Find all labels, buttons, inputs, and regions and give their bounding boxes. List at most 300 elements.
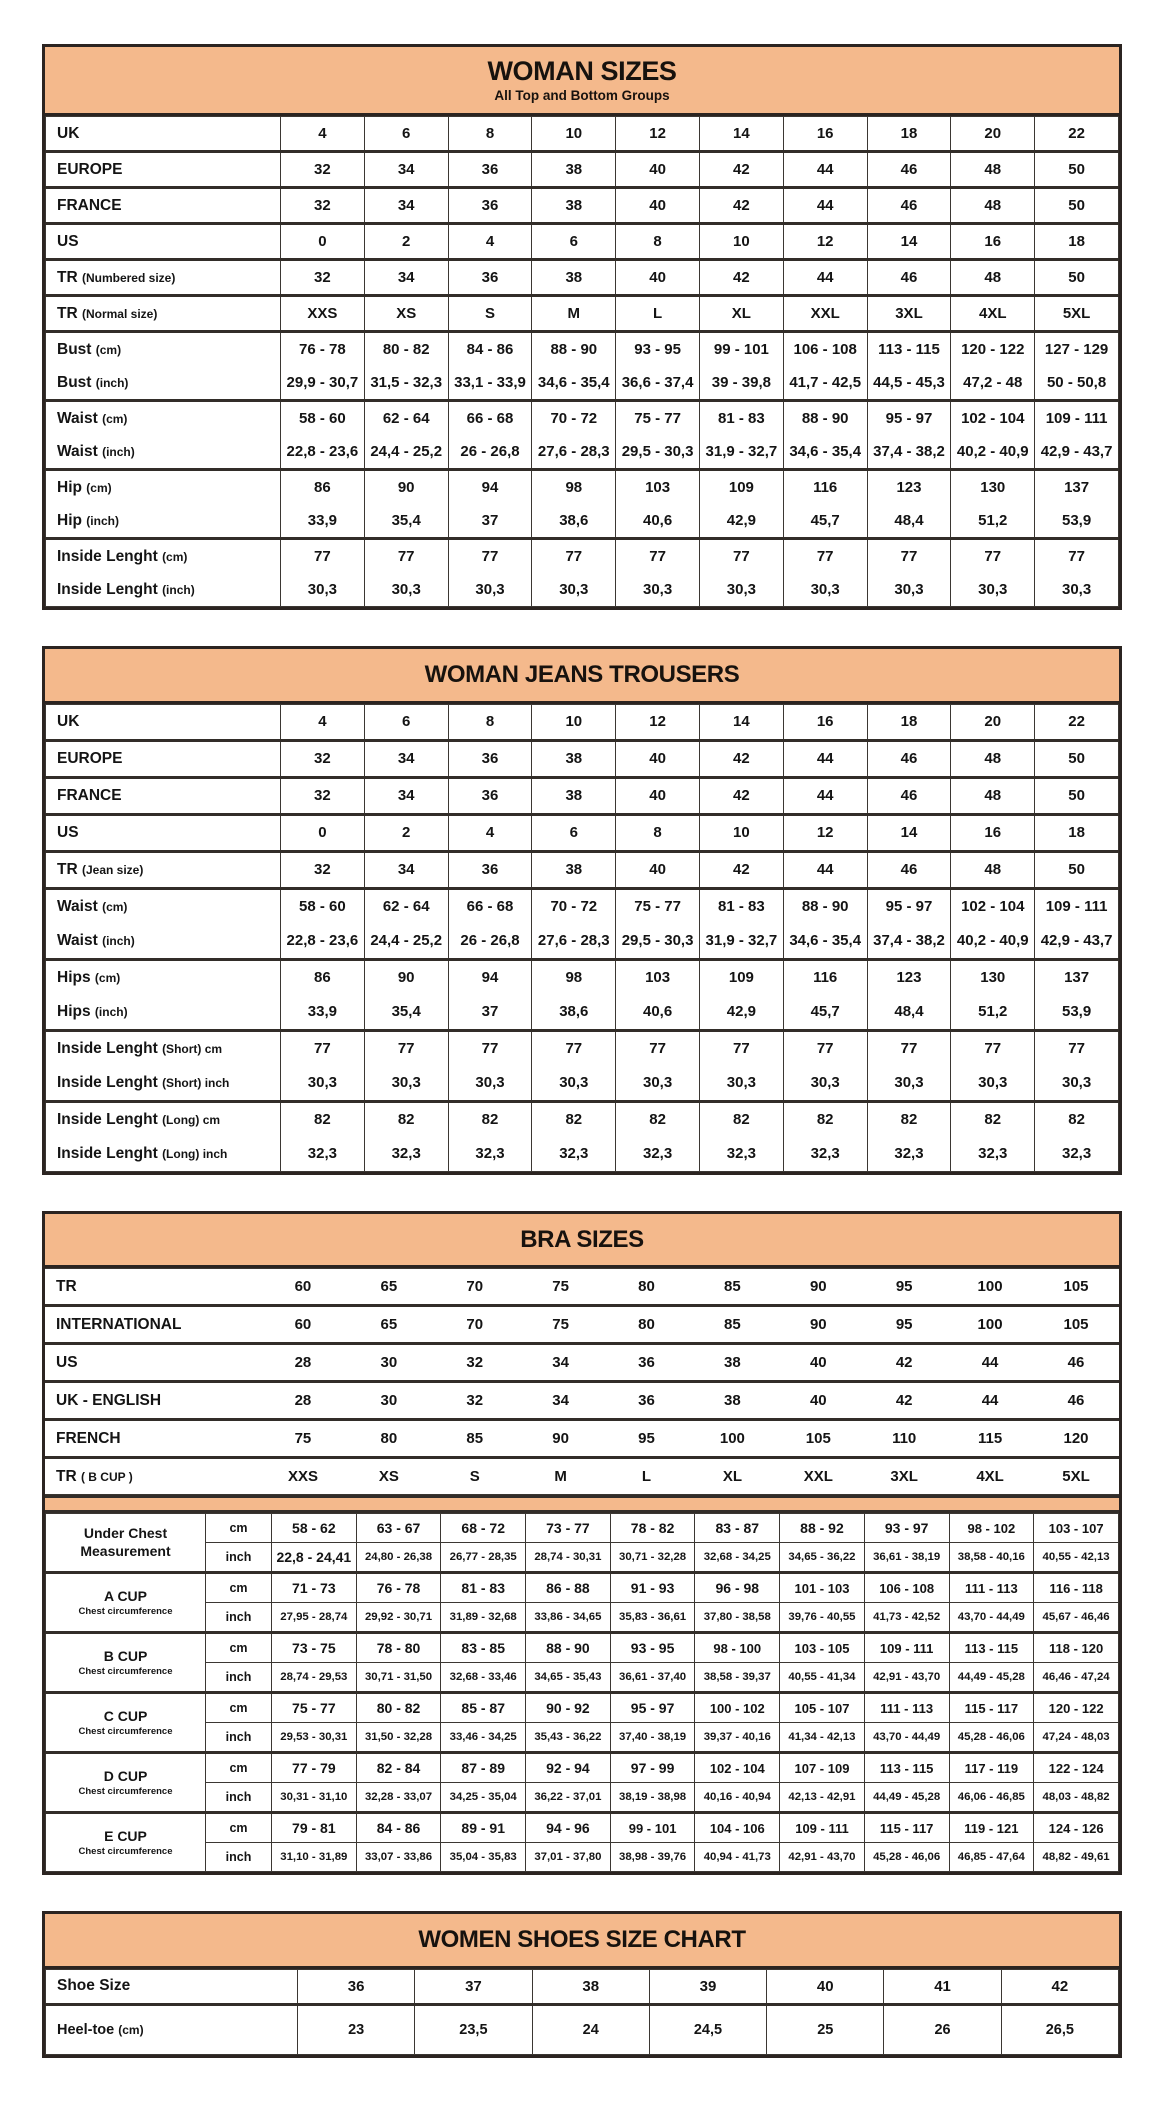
value-cell: 41,34 - 42,13 (780, 1723, 865, 1753)
value-cell: 77 (364, 1030, 448, 1066)
value-cell: 32,3 (281, 1137, 365, 1172)
value-cell: 78 - 80 (356, 1633, 441, 1663)
value-cell: 18 (1035, 224, 1119, 260)
value-cell: 94 (448, 470, 532, 505)
value-cell: 82 (867, 1101, 951, 1137)
value-cell: 48,03 - 48,82 (1034, 1783, 1119, 1813)
value-cell: 3XL (861, 1458, 947, 1495)
value-cell: 43,70 - 44,49 (864, 1723, 949, 1753)
value-cell: 111 - 113 (949, 1573, 1034, 1603)
value-cell: 36 (448, 188, 532, 224)
value-cell: 44,49 - 45,28 (949, 1663, 1034, 1693)
value-cell: 44 (783, 851, 867, 888)
value-cell: 16 (783, 117, 867, 152)
value-cell: 46 (867, 188, 951, 224)
row-label-cell: Waist (inch) (46, 924, 281, 960)
value-cell: 130 (951, 959, 1035, 995)
row-label-cell: FRANCE (46, 188, 281, 224)
value-cell: 78 - 82 (610, 1514, 695, 1543)
value-cell: 36 (604, 1344, 690, 1382)
value-cell: 42,91 - 43,70 (780, 1843, 865, 1872)
value-cell: 100 - 102 (695, 1693, 780, 1723)
value-cell: 32,28 - 33,07 (356, 1783, 441, 1813)
value-cell: 36 (448, 260, 532, 296)
value-cell: 119 - 121 (949, 1813, 1034, 1843)
value-cell: XL (699, 296, 783, 332)
unit-cell: cm (206, 1753, 272, 1783)
woman-sizes-title: WOMAN SIZES (487, 56, 677, 86)
unit-cell: cm (206, 1693, 272, 1723)
row-label-cell: US (45, 1344, 260, 1382)
value-cell: 77 (1035, 539, 1119, 574)
value-cell: 38,19 - 38,98 (610, 1783, 695, 1813)
value-cell: 30,71 - 31,50 (356, 1663, 441, 1693)
value-cell: 101 - 103 (780, 1573, 865, 1603)
value-cell: 38,6 (532, 504, 616, 539)
value-cell: 77 (699, 1030, 783, 1066)
value-cell: 36,6 - 37,4 (616, 366, 700, 401)
row-label-cell: TR ( B CUP ) (45, 1458, 260, 1495)
value-cell: 38 (689, 1382, 775, 1420)
value-cell: 0 (281, 224, 365, 260)
value-cell: 40,6 (616, 995, 700, 1031)
value-cell: 40,6 (616, 504, 700, 539)
value-cell: 39,37 - 40,16 (695, 1723, 780, 1753)
value-cell: 115 - 117 (949, 1693, 1034, 1723)
value-cell: 91 - 93 (610, 1573, 695, 1603)
value-cell: 12 (616, 117, 700, 152)
value-cell: 85 - 87 (441, 1693, 526, 1723)
value-cell: 30,3 (783, 573, 867, 607)
value-cell: 12 (783, 814, 867, 851)
value-cell: 30 (346, 1344, 432, 1382)
value-cell: 40,55 - 41,34 (780, 1663, 865, 1693)
value-cell: 38,58 - 40,16 (949, 1543, 1034, 1573)
value-cell: 80 (604, 1269, 690, 1306)
value-cell: 45,28 - 46,06 (864, 1843, 949, 1872)
value-cell: 27,95 - 28,74 (272, 1603, 357, 1633)
value-cell: 40 (767, 1969, 884, 2004)
value-cell: 8 (616, 814, 700, 851)
value-cell: 77 (281, 1030, 365, 1066)
value-cell: 82 (532, 1101, 616, 1137)
value-cell: 120 - 122 (951, 332, 1035, 367)
value-cell: 22 (1035, 117, 1119, 152)
value-cell: 29,53 - 30,31 (272, 1723, 357, 1753)
value-cell: 34 (364, 152, 448, 188)
value-cell: 36 (448, 777, 532, 814)
value-cell: 6 (532, 224, 616, 260)
value-cell: 48,4 (867, 504, 951, 539)
row-label-cell: US (46, 814, 281, 851)
value-cell: 109 - 111 (780, 1813, 865, 1843)
bra-sizes-title: BRA SIZES (520, 1225, 644, 1253)
value-cell: 12 (616, 704, 700, 740)
value-cell: 103 - 105 (780, 1633, 865, 1663)
value-cell: 58 - 60 (281, 401, 365, 436)
value-cell: 12 (783, 224, 867, 260)
value-cell: 32 (281, 777, 365, 814)
value-cell: 41,73 - 42,52 (864, 1603, 949, 1633)
row-label-cell: EUROPE (46, 152, 281, 188)
row-label-cell: UK (46, 117, 281, 152)
value-cell: 95 - 97 (610, 1693, 695, 1723)
value-cell: 90 (364, 470, 448, 505)
value-cell: 4XL (951, 296, 1035, 332)
value-cell: 77 (616, 539, 700, 574)
value-cell: 83 - 87 (695, 1514, 780, 1543)
row-label-cell: Inside Lenght (Long) cm (46, 1101, 281, 1137)
value-cell: 50 (1035, 188, 1119, 224)
value-cell: 118 - 120 (1034, 1633, 1119, 1663)
value-cell: 32,68 - 33,46 (441, 1663, 526, 1693)
value-cell: 76 - 78 (356, 1573, 441, 1603)
row-label-cell: Inside Lenght (cm) (46, 539, 281, 574)
value-cell: 38 (532, 740, 616, 777)
bra-sizes-grid (45, 1268, 1119, 1495)
unit-cell: inch (206, 1783, 272, 1813)
unit-cell: inch (206, 1723, 272, 1753)
value-cell: 60 (260, 1306, 346, 1344)
value-cell: 100 (947, 1306, 1033, 1344)
value-cell: 116 - 118 (1034, 1573, 1119, 1603)
value-cell: 98 - 100 (695, 1633, 780, 1663)
value-cell: XXS (281, 296, 365, 332)
value-cell: 32,3 (783, 1137, 867, 1172)
value-cell: 68 - 72 (441, 1514, 526, 1543)
value-cell: 90 (518, 1420, 604, 1458)
value-cell: 50 (1035, 740, 1119, 777)
value-cell: 88 - 90 (783, 888, 867, 924)
value-cell: 38,98 - 39,76 (610, 1843, 695, 1872)
value-cell: 103 - 107 (1034, 1514, 1119, 1543)
value-cell: 65 (346, 1269, 432, 1306)
value-cell: 111 - 113 (864, 1693, 949, 1723)
value-cell: 73 - 75 (272, 1633, 357, 1663)
value-cell: 24,5 (649, 2004, 766, 2054)
value-cell: 8 (448, 704, 532, 740)
value-cell: 22 (1035, 704, 1119, 740)
value-cell: 34,6 - 35,4 (783, 924, 867, 960)
value-cell: 35,4 (364, 995, 448, 1031)
woman-sizes-table (42, 44, 1122, 610)
value-cell: 105 (775, 1420, 861, 1458)
value-cell: 113 - 115 (867, 332, 951, 367)
unit-cell: inch (206, 1843, 272, 1872)
value-cell: 38 (532, 1969, 649, 2004)
value-cell: 98 (532, 470, 616, 505)
value-cell: 6 (364, 117, 448, 152)
value-cell: 82 (364, 1101, 448, 1137)
value-cell: 16 (951, 224, 1035, 260)
value-cell: 109 - 111 (864, 1633, 949, 1663)
value-cell: 33,1 - 33,9 (448, 366, 532, 401)
value-cell: 34 (518, 1344, 604, 1382)
value-cell: 46 (867, 851, 951, 888)
value-cell: 109 (699, 470, 783, 505)
value-cell: 30,71 - 32,28 (610, 1543, 695, 1573)
value-cell: 45,7 (783, 995, 867, 1031)
value-cell: 3XL (867, 296, 951, 332)
value-cell: 22,8 - 24,41 (272, 1543, 357, 1573)
value-cell: 98 - 102 (949, 1514, 1034, 1543)
value-cell: 88 - 90 (532, 332, 616, 367)
row-label-cell: Heel-toe (cm) (46, 2004, 298, 2054)
value-cell: 115 - 117 (864, 1813, 949, 1843)
value-cell: XS (364, 296, 448, 332)
value-cell: 110 (861, 1420, 947, 1458)
row-label-cell: TR (Numbered size) (46, 260, 281, 296)
value-cell: 26 - 26,8 (448, 435, 532, 470)
value-cell: 23,5 (415, 2004, 532, 2054)
value-cell: 42,9 - 43,7 (1035, 435, 1119, 470)
value-cell: 103 (616, 959, 700, 995)
jeans-trousers-grid (45, 704, 1119, 1172)
row-label-cell: Hips (cm) (46, 959, 281, 995)
cup-label-cell: A CUP Chest circumference (46, 1573, 206, 1633)
unit-cell: cm (206, 1573, 272, 1603)
value-cell: 36,61 - 38,19 (864, 1543, 949, 1573)
value-cell: 37,01 - 37,80 (526, 1843, 611, 1872)
value-cell: 42,91 - 43,70 (864, 1663, 949, 1693)
value-cell: 97 - 99 (610, 1753, 695, 1783)
value-cell: 38 (532, 188, 616, 224)
row-label-cell: Bust (cm) (46, 332, 281, 367)
value-cell: 28 (260, 1382, 346, 1420)
value-cell: 24,80 - 26,38 (356, 1543, 441, 1573)
value-cell: 38,58 - 39,37 (695, 1663, 780, 1693)
value-cell: 116 (783, 959, 867, 995)
value-cell: 90 - 92 (526, 1693, 611, 1723)
value-cell: 46 (867, 152, 951, 188)
value-cell: 18 (1035, 814, 1119, 851)
value-cell: 14 (867, 814, 951, 851)
value-cell: 81 - 83 (699, 888, 783, 924)
value-cell: 77 (867, 1030, 951, 1066)
row-label-cell: INTERNATIONAL (45, 1306, 260, 1344)
value-cell: 32,3 (532, 1137, 616, 1172)
row-label-cell: US (46, 224, 281, 260)
bra-sizes-header (45, 1214, 1119, 1269)
value-cell: 75 (260, 1420, 346, 1458)
value-cell: 130 (951, 470, 1035, 505)
value-cell: 32,3 (951, 1137, 1035, 1172)
value-cell: 123 (867, 959, 951, 995)
value-cell: 77 (281, 539, 365, 574)
value-cell: 82 (616, 1101, 700, 1137)
shoes-size-header (45, 1914, 1119, 1969)
value-cell: 38 (689, 1344, 775, 1382)
value-cell: 38,6 (532, 995, 616, 1031)
value-cell: 102 - 104 (951, 401, 1035, 436)
value-cell: 94 - 96 (526, 1813, 611, 1843)
value-cell: 32 (281, 188, 365, 224)
value-cell: 77 (532, 539, 616, 574)
value-cell: 113 - 115 (949, 1633, 1034, 1663)
value-cell: 117 - 119 (949, 1753, 1034, 1783)
value-cell: 39,76 - 40,55 (780, 1603, 865, 1633)
value-cell: 36 (604, 1382, 690, 1420)
value-cell: 32 (432, 1382, 518, 1420)
unit-cell: cm (206, 1633, 272, 1663)
value-cell: 32 (281, 851, 365, 888)
value-cell: 82 (448, 1101, 532, 1137)
value-cell: 32,68 - 34,25 (695, 1543, 780, 1573)
value-cell: 75 - 77 (272, 1693, 357, 1723)
value-cell: 82 (783, 1101, 867, 1137)
row-label-cell: TR (Normal size) (46, 296, 281, 332)
value-cell: 29,9 - 30,7 (281, 366, 365, 401)
value-cell: 31,89 - 32,68 (441, 1603, 526, 1633)
value-cell: 35,04 - 35,83 (441, 1843, 526, 1872)
value-cell: XXL (783, 296, 867, 332)
value-cell: 32 (281, 740, 365, 777)
value-cell: 40 (616, 740, 700, 777)
row-label-cell: Hips (inch) (46, 995, 281, 1031)
value-cell: 70 - 72 (532, 401, 616, 436)
value-cell: 77 (783, 1030, 867, 1066)
value-cell: 34 (364, 260, 448, 296)
value-cell: 77 (364, 539, 448, 574)
row-label-cell: FRANCE (46, 777, 281, 814)
value-cell: 109 - 111 (1035, 401, 1119, 436)
value-cell: 34,65 - 35,43 (526, 1663, 611, 1693)
value-cell: 107 - 109 (780, 1753, 865, 1783)
value-cell: 48 (951, 188, 1035, 224)
value-cell: 8 (448, 117, 532, 152)
value-cell: 30,3 (448, 1066, 532, 1102)
value-cell: 30,3 (281, 573, 365, 607)
value-cell: 29,92 - 30,71 (356, 1603, 441, 1633)
value-cell: 50 - 50,8 (1035, 366, 1119, 401)
value-cell: 26,77 - 28,35 (441, 1543, 526, 1573)
value-cell: 77 (1035, 1030, 1119, 1066)
value-cell: 28 (260, 1344, 346, 1382)
value-cell: 18 (867, 117, 951, 152)
value-cell: 32,3 (699, 1137, 783, 1172)
value-cell: 76 - 78 (281, 332, 365, 367)
value-cell: 0 (281, 814, 365, 851)
value-cell: 24,4 - 25,2 (364, 435, 448, 470)
value-cell: 82 (281, 1101, 365, 1137)
value-cell: 51,2 (951, 504, 1035, 539)
value-cell: 40 (616, 260, 700, 296)
value-cell: 34,25 - 35,04 (441, 1783, 526, 1813)
value-cell: 32,3 (1035, 1137, 1119, 1172)
row-label-cell: UK - ENGLISH (45, 1382, 260, 1420)
value-cell: 84 - 86 (356, 1813, 441, 1843)
value-cell: 73 - 77 (526, 1514, 611, 1543)
row-label-cell: TR (Jean size) (46, 851, 281, 888)
value-cell: 34 (364, 740, 448, 777)
value-cell: 82 (951, 1101, 1035, 1137)
value-cell: 4XL (947, 1458, 1033, 1495)
value-cell: 82 (1035, 1101, 1119, 1137)
value-cell: 124 - 126 (1034, 1813, 1119, 1843)
value-cell: 26 - 26,8 (448, 924, 532, 960)
value-cell: 63 - 67 (356, 1514, 441, 1543)
value-cell: 81 - 83 (441, 1573, 526, 1603)
value-cell: 58 - 62 (272, 1514, 357, 1543)
value-cell: 77 (867, 539, 951, 574)
value-cell: 32,3 (448, 1137, 532, 1172)
bra-sizes-table (42, 1211, 1122, 1876)
row-label-cell: EUROPE (46, 740, 281, 777)
value-cell: 5XL (1033, 1458, 1119, 1495)
value-cell: 39 (649, 1969, 766, 2004)
value-cell: 53,9 (1035, 995, 1119, 1031)
value-cell: 37,4 - 38,2 (867, 924, 951, 960)
unit-cell: cm (206, 1514, 272, 1543)
value-cell: 2 (364, 224, 448, 260)
value-cell: 43,70 - 44,49 (949, 1603, 1034, 1633)
value-cell: 62 - 64 (364, 401, 448, 436)
value-cell: 87 - 89 (441, 1753, 526, 1783)
value-cell: 46,06 - 46,85 (949, 1783, 1034, 1813)
value-cell: 50 (1035, 152, 1119, 188)
value-cell: 86 - 88 (526, 1573, 611, 1603)
value-cell: 37 (415, 1969, 532, 2004)
value-cell: 30,3 (1035, 1066, 1119, 1102)
value-cell: 45,28 - 46,06 (949, 1723, 1034, 1753)
value-cell: XXS (260, 1458, 346, 1495)
value-cell: 37 (448, 995, 532, 1031)
value-cell: 36 (448, 152, 532, 188)
value-cell: 80 - 82 (364, 332, 448, 367)
value-cell: 22,8 - 23,6 (281, 435, 365, 470)
value-cell: 102 - 104 (695, 1753, 780, 1783)
value-cell: 116 (783, 470, 867, 505)
jeans-trousers-header (45, 649, 1119, 704)
value-cell: 46 (867, 260, 951, 296)
value-cell: 14 (699, 704, 783, 740)
value-cell: 75 (518, 1306, 604, 1344)
value-cell: 95 (604, 1420, 690, 1458)
value-cell: 4 (448, 814, 532, 851)
value-cell: 40,2 - 40,9 (951, 924, 1035, 960)
value-cell: 70 (432, 1269, 518, 1306)
value-cell: 40,55 - 42,13 (1034, 1543, 1119, 1573)
value-cell: 42 (861, 1382, 947, 1420)
value-cell: 29,5 - 30,3 (616, 435, 700, 470)
value-cell: 37 (448, 504, 532, 539)
value-cell: 30,3 (867, 573, 951, 607)
value-cell: 44 (783, 777, 867, 814)
value-cell: 37,40 - 38,19 (610, 1723, 695, 1753)
value-cell: 48 (951, 740, 1035, 777)
value-cell: 26 (884, 2004, 1001, 2054)
value-cell: 40,94 - 41,73 (695, 1843, 780, 1872)
value-cell: 122 - 124 (1034, 1753, 1119, 1783)
value-cell: 40 (775, 1382, 861, 1420)
row-label-cell: FRENCH (45, 1420, 260, 1458)
value-cell: 26,5 (1001, 2004, 1118, 2054)
value-cell: 84 - 86 (448, 332, 532, 367)
value-cell: 42 (861, 1344, 947, 1382)
value-cell: 88 - 90 (783, 401, 867, 436)
value-cell: 30,3 (532, 573, 616, 607)
value-cell: 44 (947, 1344, 1033, 1382)
value-cell: 6 (364, 704, 448, 740)
value-cell: 77 - 79 (272, 1753, 357, 1783)
value-cell: 46,46 - 47,24 (1034, 1663, 1119, 1693)
value-cell: 113 - 115 (864, 1753, 949, 1783)
value-cell: 88 - 92 (780, 1514, 865, 1543)
value-cell: 82 (699, 1101, 783, 1137)
value-cell: 66 - 68 (448, 401, 532, 436)
value-cell: 79 - 81 (272, 1813, 357, 1843)
value-cell: 83 - 85 (441, 1633, 526, 1663)
